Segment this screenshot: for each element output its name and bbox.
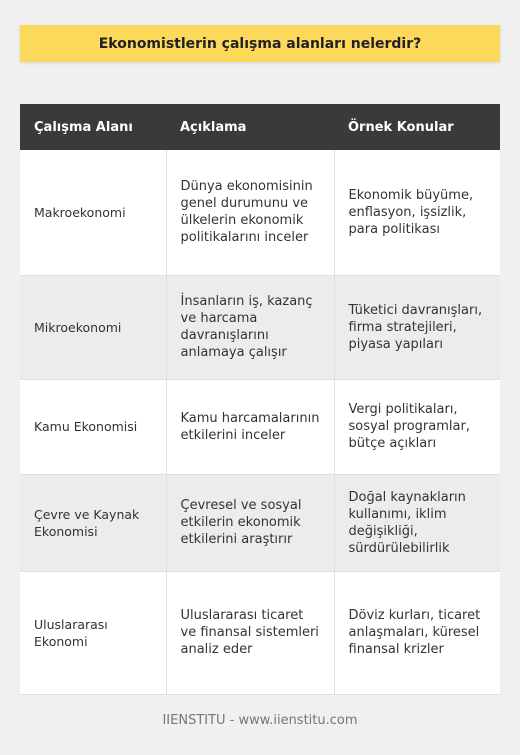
description-cell: Çevresel ve sosyal etkilerin ekonomik etkilerini araştırır — [166, 474, 334, 571]
table-row — [20, 150, 500, 275]
field-cell: Mikroekonomi — [20, 275, 166, 379]
examples-cell: Döviz kurları, ticaret anlaşmaları, küresel finansal krizler — [334, 571, 500, 694]
field-cell: Kamu Ekonomisi — [20, 379, 166, 474]
field-cell: Uluslararası Ekonomi — [20, 571, 166, 694]
economics-fields-table — [20, 104, 500, 695]
table-row — [20, 379, 500, 474]
table-row — [20, 474, 500, 571]
column-header-description: Açıklama — [166, 104, 334, 150]
column-header-field: Çalışma Alanı — [20, 104, 166, 150]
page-title: Ekonomistlerin çalışma alanları nelerdir? — [20, 25, 500, 62]
footer-credit: IIENSTITU - www.iienstitu.com — [162, 713, 358, 728]
field-cell: Çevre ve Kaynak Ekonomisi — [20, 474, 166, 571]
field-cell: Makroekonomi — [20, 150, 166, 275]
column-header-examples: Örnek Konular — [334, 104, 500, 150]
table-header-row — [20, 104, 500, 150]
table-row — [20, 275, 500, 379]
description-cell: İnsanların iş, kazanç ve harcama davranışlarını anlamaya çalışır — [166, 275, 334, 379]
description-cell: Kamu harcamalarının etkilerini inceler — [166, 379, 334, 474]
table-row — [20, 571, 500, 694]
description-cell: Uluslararası ticaret ve finansal sistemleri analiz eder — [166, 571, 334, 694]
examples-cell: Tüketici davranışları, firma stratejileri, piyasa yapıları — [334, 275, 500, 379]
description-cell: Dünya ekonomisinin genel durumunu ve ülkelerin ekonomik politikalarını inceler — [166, 150, 334, 275]
examples-cell: Ekonomik büyüme, enflasyon, işsizlik, para politikası — [334, 150, 500, 275]
examples-cell: Doğal kaynakların kullanımı, iklim değişikliği, sürdürülebilirlik — [334, 474, 500, 571]
examples-cell: Vergi politikaları, sosyal programlar, bütçe açıkları — [334, 379, 500, 474]
